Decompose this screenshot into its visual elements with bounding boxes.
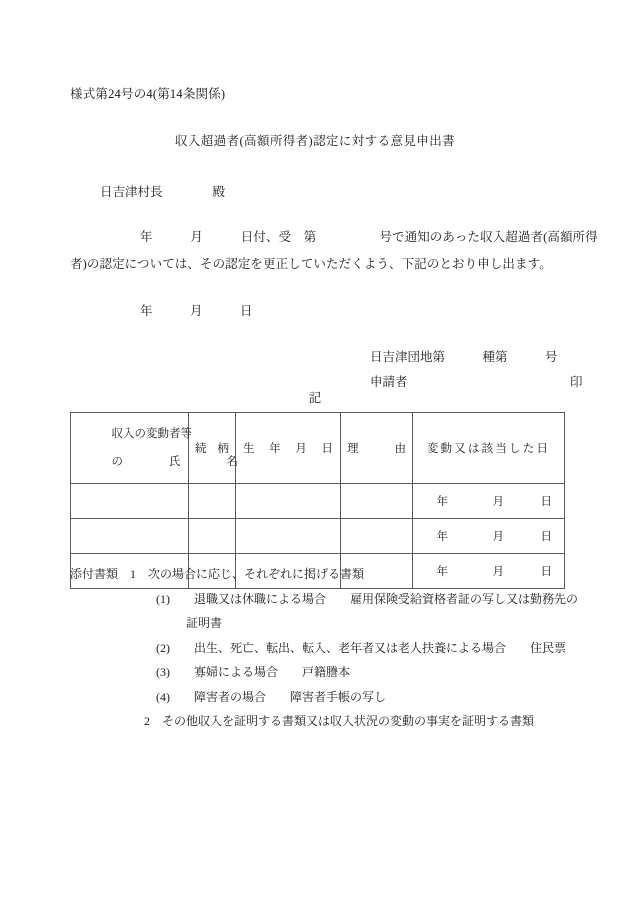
header-birth-3: 月 <box>295 443 307 455</box>
table-row <box>71 519 565 554</box>
cell-name[interactable] <box>71 484 189 519</box>
header-change-date-label: 変動又は該当した日 <box>426 443 551 455</box>
header-reason-right: 由 <box>394 443 406 455</box>
header-cell-name <box>71 413 238 484</box>
cell-reason[interactable] <box>341 484 413 519</box>
table-row <box>71 484 565 519</box>
cell-name[interactable] <box>71 519 189 554</box>
cell-year-label: 年 <box>436 496 448 508</box>
cell-relation[interactable] <box>189 484 236 519</box>
body-paragraph <box>70 224 598 278</box>
cell-relation[interactable] <box>189 519 236 554</box>
cell-year-label: 年 <box>436 531 448 543</box>
attachment-item-last: 2 その他収入を証明する書類又は収入状況の変動の事実を証明する書類 <box>144 714 535 728</box>
header-cell-birthdate <box>236 413 341 484</box>
cell-change-date[interactable] <box>413 519 565 554</box>
header-cell-relation <box>189 413 236 484</box>
cell-day-label: 日 <box>540 531 552 543</box>
cell-month-label: 月 <box>492 566 504 578</box>
cell-birthdate[interactable] <box>236 484 341 519</box>
body-paragraph-line-2: 者)の認定については、その認定を更正していただくよう、下記のとおり申し出ます。 <box>70 257 552 271</box>
attachments-section <box>70 562 590 734</box>
attachment-item-3: (3) 寡婦による場合 戸籍謄本 <box>156 665 350 679</box>
applicant-name-line: 申請者 印 <box>370 375 583 389</box>
cell-year-label: 年 <box>436 566 448 578</box>
cell-month-label: 月 <box>492 496 504 508</box>
header-birth-4: 日 <box>321 443 333 455</box>
header-reason-left: 理 <box>347 443 359 455</box>
addressee-line: 日吉津村長 殿 <box>100 185 226 199</box>
cell-day-label: 日 <box>540 496 552 508</box>
header-cell-change-date <box>413 413 565 484</box>
body-paragraph-line-1: 年 月 日付、受 第 号で通知のあった収入超過者(高額所得 <box>140 230 598 244</box>
header-birth-1: 生 <box>243 443 255 455</box>
cell-change-date[interactable] <box>413 484 565 519</box>
header-name-bottom: の 氏 名 <box>111 456 238 468</box>
page-title: 収入超過者(高額所得者)認定に対する意見申出書 <box>174 134 456 148</box>
submission-date-line: 年 月 日 <box>140 304 253 318</box>
attachments-label: 添付書類 1 次の場合に応じ、それぞれに掲げる書類 <box>70 567 365 581</box>
ki-mark: 記 <box>308 391 322 405</box>
header-relation-right: 柄 <box>217 443 229 455</box>
attachment-item-2: (2) 出生、死亡、転出、転入、老年者又は老人扶養による場合 住民票 <box>156 640 566 655</box>
table-header-row <box>71 413 565 484</box>
cell-reason[interactable] <box>341 519 413 554</box>
attachment-item-4: (4) 障害者の場合 障害者手帳の写し <box>156 689 386 704</box>
header-relation-left: 続 <box>195 443 207 455</box>
header-name-top: 収入の変動者等 <box>111 428 192 440</box>
form-code: 様式第24号の4(第14条関係) <box>70 87 226 101</box>
cell-day-label: 日 <box>540 566 552 578</box>
attachment-item-1-line-1: (1) 退職又は休職による場合 雇用保険受給資格者証の写し又は勤務先の <box>156 591 578 606</box>
attachment-item-1-line-2: 証明書 <box>186 616 223 630</box>
header-birth-2: 年 <box>269 443 281 455</box>
cell-month-label: 月 <box>492 531 504 543</box>
cell-birthdate[interactable] <box>236 519 341 554</box>
header-cell-reason <box>341 413 413 484</box>
estate-number-line: 日吉津団地第 種第 号 <box>370 350 558 364</box>
